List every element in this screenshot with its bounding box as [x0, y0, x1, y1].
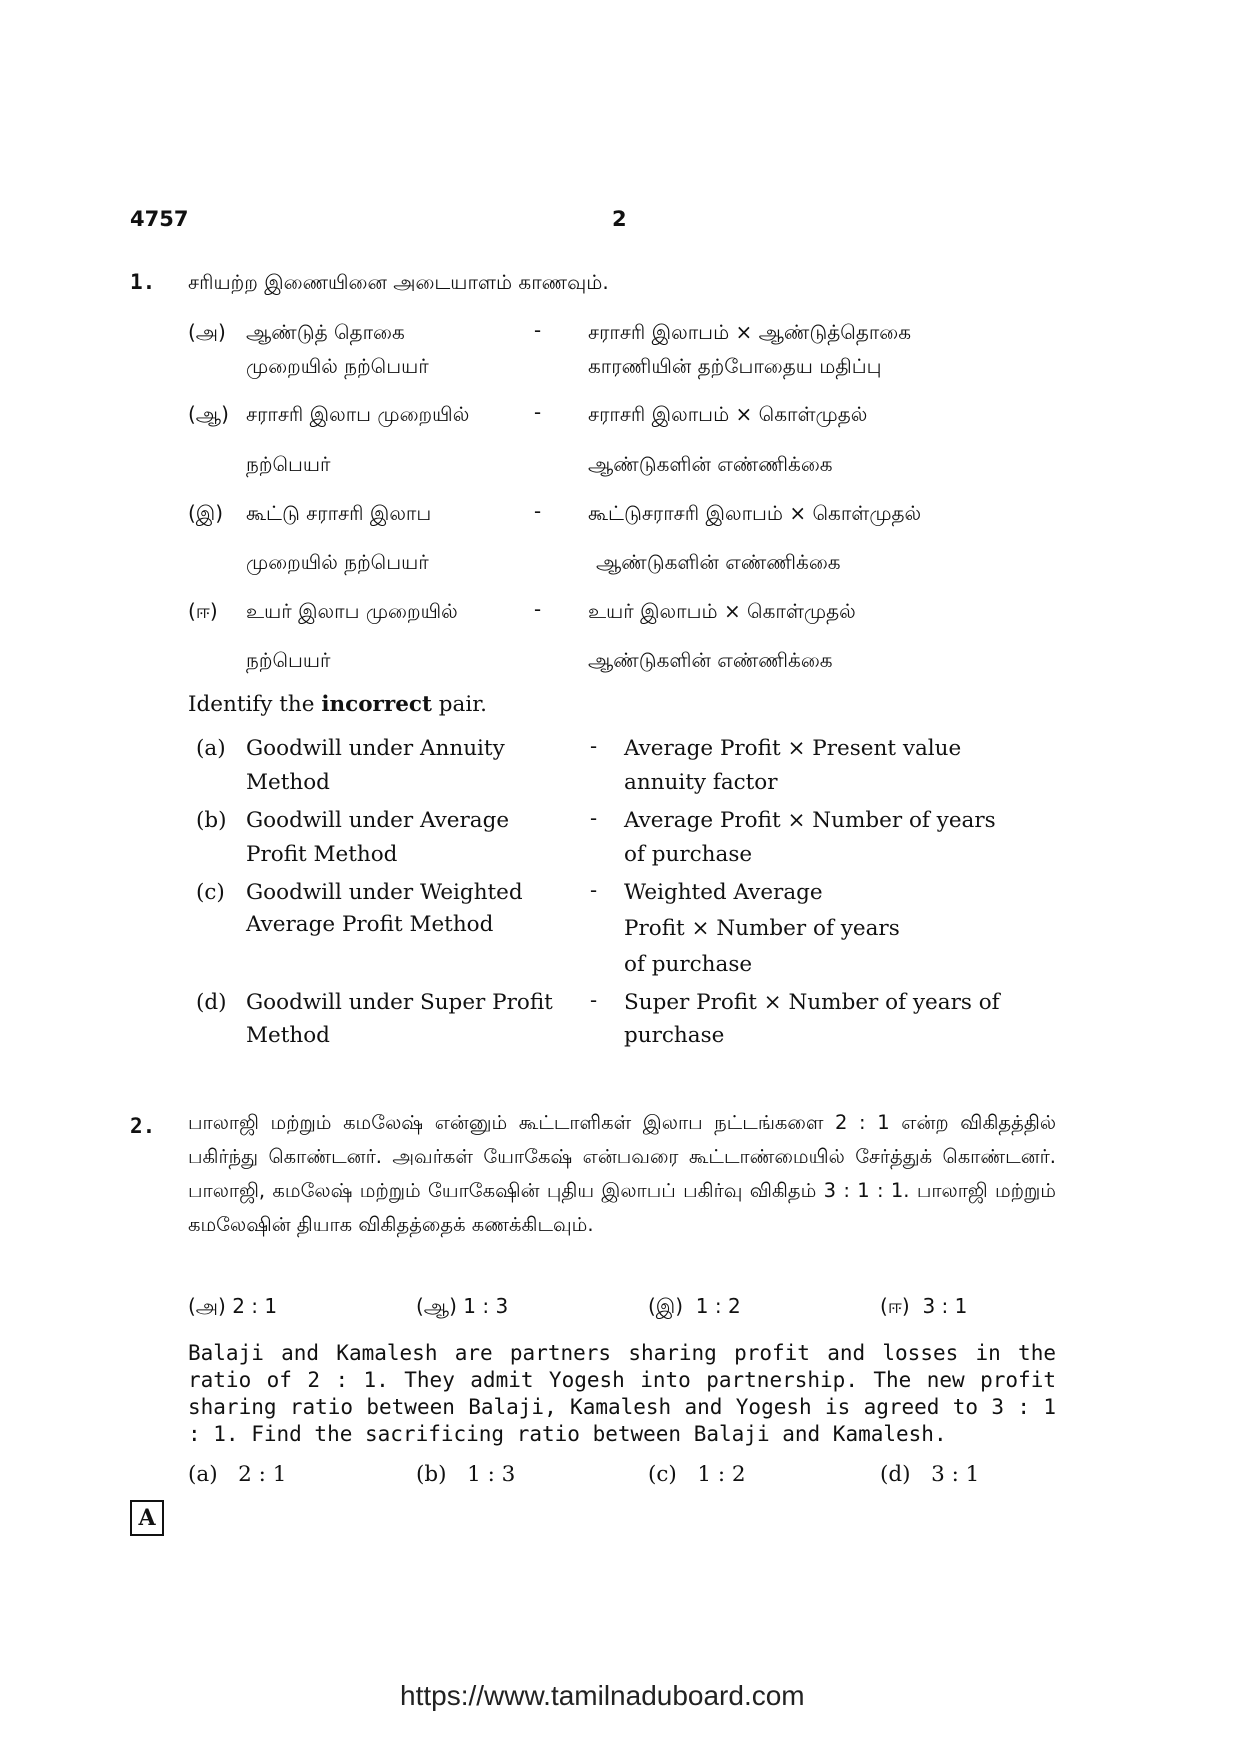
pair-separator: -: [590, 988, 598, 1012]
question-1-tamil-instruction: சரியற்ற இணையினை அடையாளம் காணவும்.: [188, 270, 609, 294]
english-pair-right: purchase: [624, 1023, 725, 1048]
pair-separator: -: [590, 806, 598, 830]
tamil-option: (அ) 2 : 1: [188, 1294, 278, 1318]
english-pair-right: of purchase: [624, 842, 753, 867]
pair-separator: -: [534, 318, 542, 342]
tamil-pair-right: உயர் இலாபம் × கொள்முதல்: [588, 599, 856, 623]
tamil-pair-left: நற்பெயர்: [246, 648, 331, 672]
english-pair-left: Goodwill under Average: [246, 808, 510, 833]
english-pair-label: (a): [196, 736, 226, 761]
tamil-pair-left: நற்பெயர்: [246, 452, 331, 476]
english-pair-left: Average Profit Method: [246, 912, 494, 937]
question-2-tamil-text: பாலாஜி மற்றும் கமலேஷ் என்னும் கூட்டாளிகள் இலாப நட்டங்களை 2 : 1 என்ற விகிதத்தில் பகிர்ந்து கொண்டனர். அவர்கள் யோகேஷ் என்பவரை கூட்டாண்மையில் சேர்த்துக் கொண்டனர். பாலாஜி, கமலேஷ் மற்றும் யோகேஷின் புதிய இலாபப் பகிர்வு விகிதம் 3 : 1 : 1. பாலாஜி மற்றும் கமலேஷின் தியாக விகிதத்தைக் கணக்கிடவும்.: [188, 1111, 1056, 1236]
english-pair-left: Goodwill under Super Profit: [246, 990, 553, 1015]
english-pair-left: Goodwill under Weighted: [246, 880, 523, 905]
english-pair-right: Average Profit × Present value: [624, 736, 962, 761]
paper-code: 4757: [130, 207, 189, 231]
english-pair-left: Goodwill under Annuity: [246, 736, 505, 761]
tamil-pair-right: சராசரி இலாபம் × கொள்முதல்: [588, 402, 868, 426]
tamil-pair-label: (ஈ): [188, 599, 218, 623]
english-option: (c) 1 : 2: [648, 1462, 746, 1487]
question-1-english-instruction: Identify the incorrect pair.: [188, 692, 487, 717]
english-pair-label: (d): [196, 990, 227, 1015]
tamil-pair-label: (இ): [188, 501, 224, 525]
tamil-pair-right: ஆண்டுகளின் எண்ணிக்கை: [596, 550, 841, 574]
tamil-pair-left: சராசரி இலாப முறையில்: [246, 402, 470, 426]
question-2-english-text: Balaji and Kamalesh are partners sharing profit and losses in the ratio of 2 : 1. They admit Yogesh into partnership. The new profit sharing ratio between Balaji, Kamalesh and Yogesh is agreed to 3 : 1 : 1. Find the sacrificing ratio between Balaji and Kamalesh.: [188, 1341, 1056, 1446]
footer-url[interactable]: https://www.tamilnaduboard.com: [400, 1680, 805, 1711]
tamil-pair-left: உயர் இலாப முறையில்: [246, 599, 458, 623]
tamil-pair-label: (ஆ): [188, 402, 229, 426]
tamil-option: (இ) 1 : 2: [648, 1294, 741, 1318]
version-box: A: [130, 1500, 164, 1536]
tamil-pair-right: ஆண்டுகளின் எண்ணிக்கை: [588, 648, 833, 672]
english-pair-label: (b): [196, 808, 227, 833]
english-pair-right: Average Profit × Number of years: [624, 808, 996, 833]
tamil-pair-left: முறையில் நற்பெயர்: [246, 354, 429, 378]
tamil-pair-right: கூட்டுசராசரி இலாபம் × கொள்முதல்: [588, 501, 922, 525]
english-pair-right: annuity factor: [624, 770, 778, 795]
english-option: (b) 1 : 3: [416, 1462, 516, 1487]
question-2-number: 2.: [130, 1114, 156, 1138]
tamil-pair-left: முறையில் நற்பெயர்: [246, 550, 429, 574]
pair-separator: -: [534, 597, 542, 621]
question-1-number: 1.: [130, 270, 156, 294]
tamil-option: (ஈ) 3 : 1: [880, 1294, 968, 1318]
english-pair-right: Weighted Average: [624, 880, 823, 905]
tamil-option: (ஆ) 1 : 3: [416, 1294, 509, 1318]
tamil-pair-left: கூட்டு சராசரி இலாப: [246, 501, 432, 525]
pair-separator: -: [534, 400, 542, 424]
english-pair-right: Profit × Number of years: [624, 916, 900, 941]
english-pair-label: (c): [196, 880, 225, 905]
page-number: 2: [612, 207, 627, 231]
pair-separator: -: [590, 878, 598, 902]
tamil-pair-right: சராசரி இலாபம் × ஆண்டுத்தொகை: [588, 320, 912, 344]
english-pair-left: Method: [246, 770, 330, 795]
english-option: (d) 3 : 1: [880, 1462, 980, 1487]
english-pair-right: of purchase: [624, 952, 753, 977]
tamil-pair-left: ஆண்டுத் தொகை: [246, 320, 405, 344]
pair-separator: -: [590, 734, 598, 758]
tamil-pair-right: காரணியின் தற்போதைய மதிப்பு: [588, 354, 882, 378]
english-option: (a) 2 : 1: [188, 1462, 287, 1487]
pair-separator: -: [534, 499, 542, 523]
english-pair-left: Profit Method: [246, 842, 398, 867]
tamil-pair-right: ஆண்டுகளின் எண்ணிக்கை: [588, 452, 833, 476]
english-pair-left: Method: [246, 1023, 330, 1048]
english-pair-right: Super Profit × Number of years of: [624, 990, 1000, 1015]
tamil-pair-label: (அ): [188, 320, 226, 344]
